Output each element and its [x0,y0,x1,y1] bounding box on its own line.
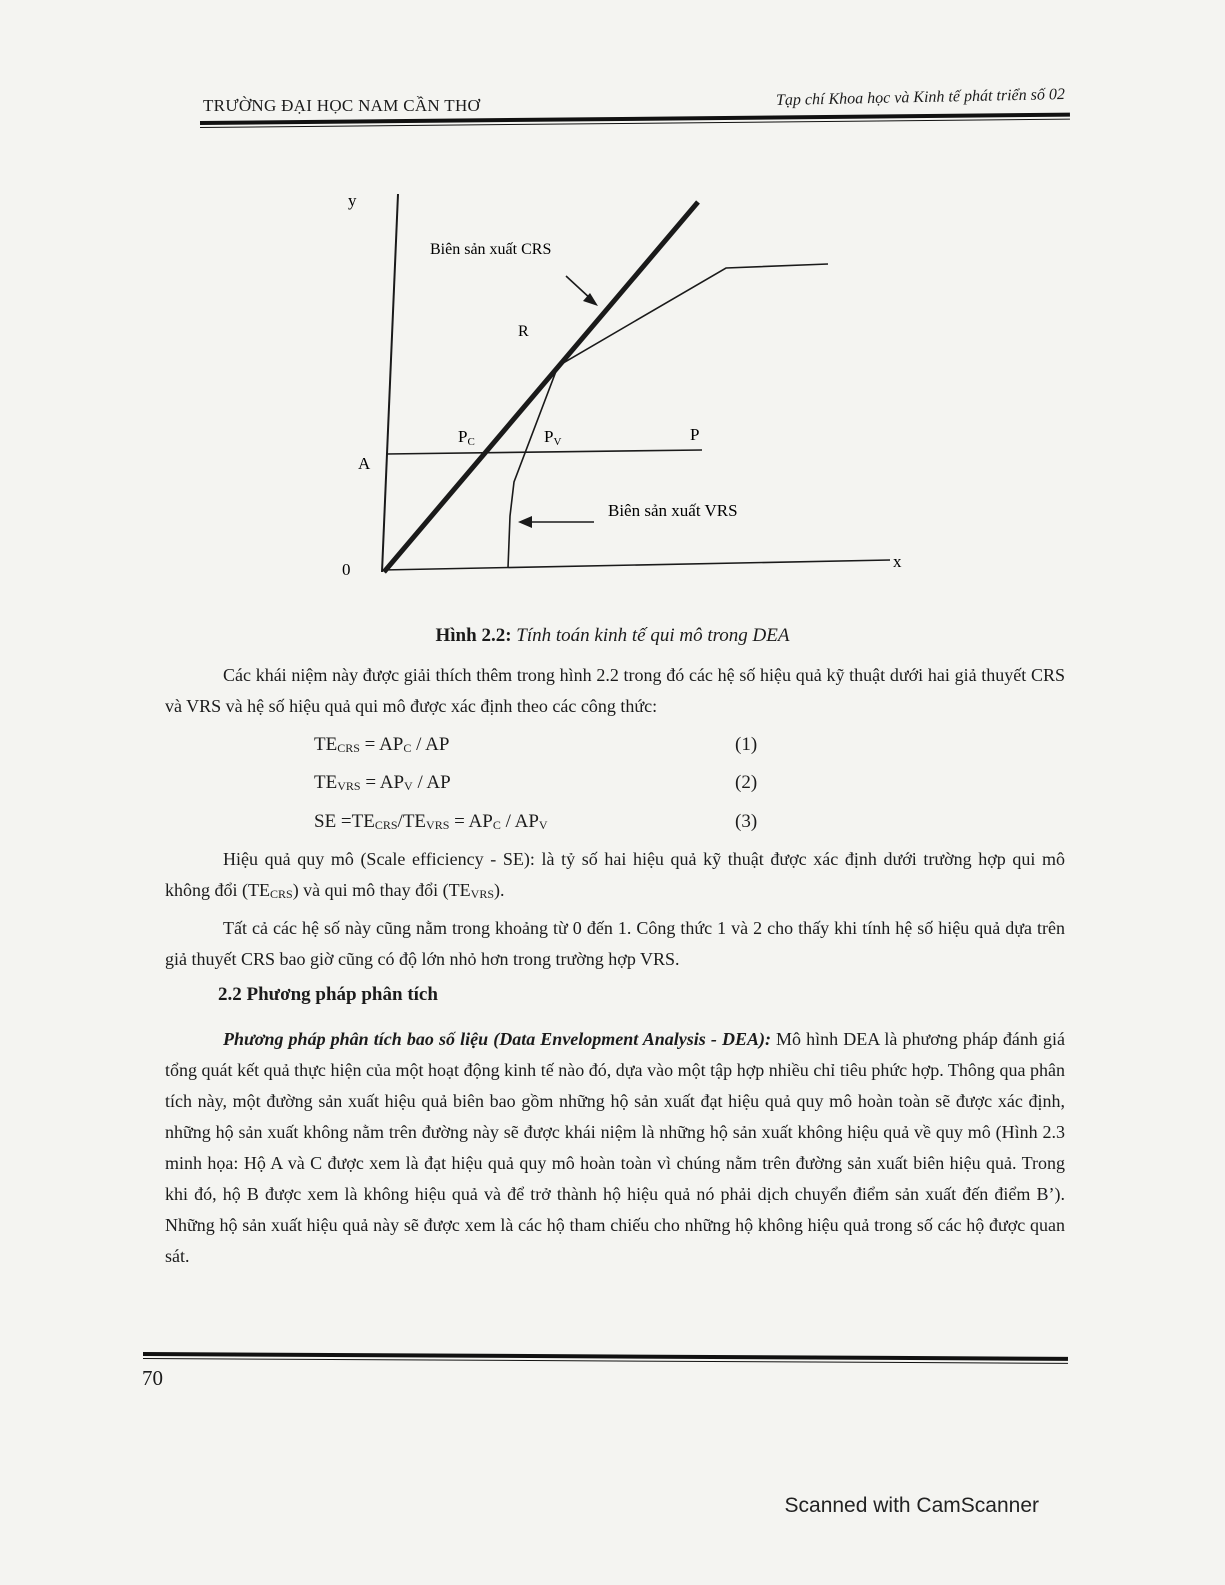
caption-label: Hình 2.2: [435,625,512,646]
crs-frontier-label: Biên sản xuất CRS [430,241,552,258]
point-pv-label: PV [544,427,562,448]
x-axis [382,560,890,570]
crs-arrowhead [583,293,598,306]
scanner-watermark: Scanned with CamScanner [784,1494,1039,1517]
formula-number-2: (2) [735,772,758,793]
range-paragraph: Tất cả các hệ số này cũng nằm trong khoảng từ 0 đến 1. Công thức 1 và 2 cho thấy khi tính hệ số hiệu quả dựa trên giả thuyết CRS bao giờ cũng có độ lớn nhỏ hơn trong trường hợp VRS. [165,918,1065,969]
page-number: 70 [142,1366,163,1390]
figure-dea-scale [330,180,910,590]
point-a-label: A [358,454,371,473]
formula-number-3: (3) [735,811,758,832]
formula-te-crs: $TE_{CRS} = AP_C$ / AP [314,734,450,755]
point-r-label: R [518,323,529,340]
section-heading: 2.2 Phương pháp phân tích [218,984,438,1005]
intro-paragraph: Các khái niệm này được giải thích thêm trong hình 2.2 trong đó các hệ số hiệu quả kỹ thuật dưới hai giả thuyết CRS và VRS và hệ số hiệu quả qui mô được xác định theo các công thức: [165,665,1065,716]
dea-body: Mô hình DEA là phương pháp đánh giá tổng quát kết quả thực hiện của một hoạt động kinh tế nào đó, dựa vào một tập hợp nhiều chỉ tiêu phức hợp. Thông qua phân tích này, một đường sản xuất hiệu quả biên bao gồm những hộ sản xuất đạt hiệu quả quy mô hoàn toàn sẽ được xác định, những hộ sản xuất không nằm trên đường này sẽ được khái niệm là những hộ sản xuất không hiệu quả về quy mô (Hình 2.3 minh họa: Hộ A và C được xem là đạt hiệu quả quy mô hoàn toàn vì chúng nằm trên đường sản xuất biên hiệu quả. Trong khi đó, hộ B được xem là không hiệu quả và để trở thành hộ hiệu quả nó phải dịch chuyển điểm sản xuất đến điểm B’). Những hộ sản xuất hiệu quả này sẽ được xem là các hộ tham chiếu cho những hộ không hiệu quả trong số các hộ được quan sát. [165,1029,1065,1266]
formula-number-1: (1) [735,734,758,755]
running-header-left: TRƯỜNG ĐẠI HỌC NAM CẦN THƠ [203,96,481,115]
point-p-label: P [690,425,700,444]
dea-lead: Phương pháp phân tích bao số liệu (Data Envelopment Analysis - DEA): [223,1029,771,1049]
y-axis [382,194,398,572]
x-axis-label: x [893,552,902,571]
point-pc-label: PC [458,427,475,448]
figure-caption [0,625,1225,647]
y-axis-label: y [348,191,357,210]
scale-efficiency-paragraph: Hiệu quả quy mô (Scale efficiency - SE): là tỷ số hai hiệu quả kỹ thuật được xác định dưới trường hợp qui mô không đổi $(TE_{CRS})$ và qui mô thay đổi $(TE_{VRS})$. [165,849,1065,901]
caption-text: Tính toán kinh tế qui mô trong DEA [516,625,790,646]
formula-se: SE $=TE_{CRS}/TE_{VRS} = AP_C / AP_V$ [314,811,548,832]
dea-paragraph [165,1024,1065,1272]
origin-label: 0 [342,560,351,579]
formula-te-vrs: $TE_{VRS} = AP_V$ / AP [314,772,451,793]
line-a-p [386,450,702,454]
vrs-frontier-label: Biên sản xuất VRS [608,501,738,520]
running-header-right: Tạp chí Khoa học và Kinh tế phát triển số 02 [775,86,1066,110]
vrs-arrowhead [518,516,532,528]
